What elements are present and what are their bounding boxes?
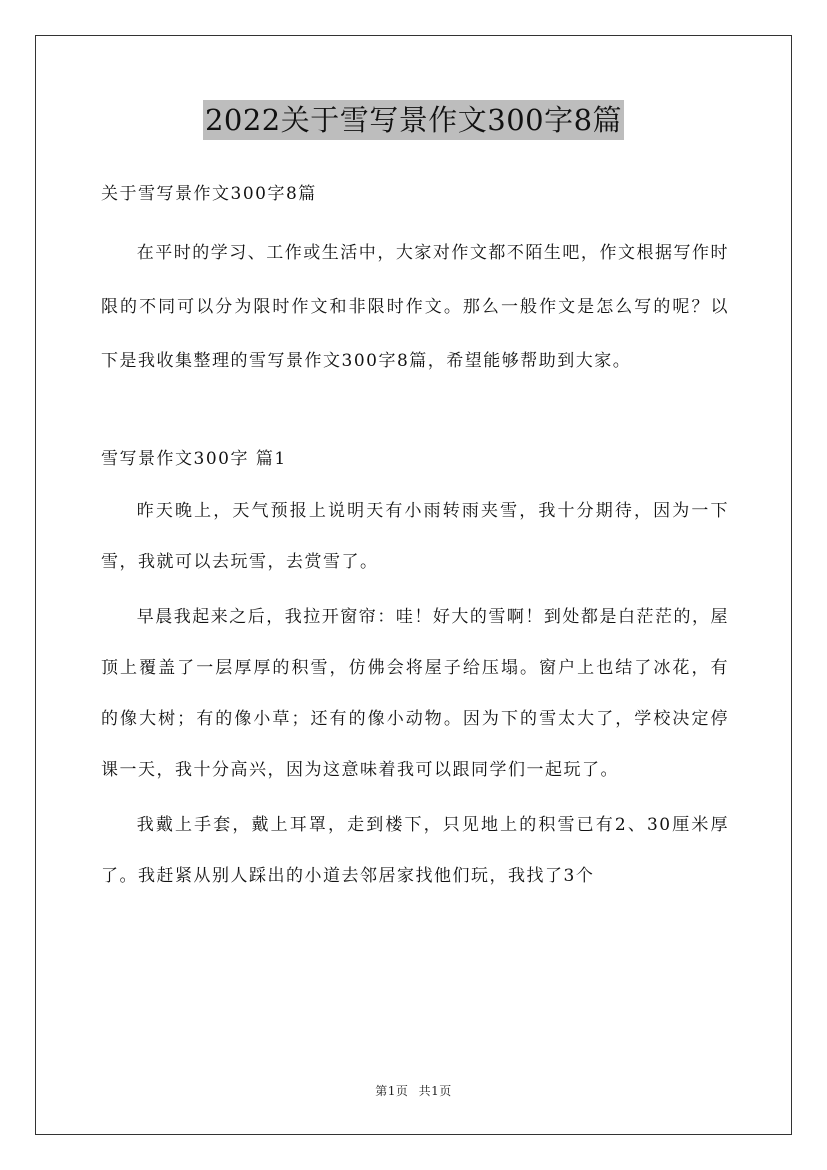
document-body [101, 172, 729, 902]
section-paragraph-1: 昨天晚上，天气预报上说明天有小雨转雨夹雪，我十分期待，因为一下雪，我就可以去玩雪，去赏雪了。 [101, 501, 729, 572]
section-paragraph-3: 我戴上手套，戴上耳罩，走到楼下，只见地上的积雪已有2、30厘米厚了。我赶紧从别人踩出的小道去邻居家找他们玩，我找了3个 [101, 815, 729, 886]
title-container [0, 100, 827, 140]
intro-paragraph: 在平时的学习、工作或生活中，大家对作文都不陌生吧，作文根据写作时限的不同可以分为限时作文和非限时作文。那么一般作文是怎么写的呢？以下是我收集整理的雪写景作文300字8篇，希望能够帮助到大家。 [101, 243, 729, 371]
document-title: 2022关于雪写景作文300字8篇 [203, 100, 624, 140]
page-number: 第1页 [375, 1084, 409, 1098]
section-heading: 雪写景作文300字 篇1 [101, 449, 287, 469]
page-footer [0, 1082, 827, 1099]
page-total: 共1页 [418, 1084, 452, 1098]
document-subtitle: 关于雪写景作文300字8篇 [101, 184, 317, 204]
section-paragraph-2: 早晨我起来之后，我拉开窗帘：哇！好大的雪啊！到处都是白茫茫的，屋顶上覆盖了一层厚厚的积雪，仿佛会将屋子给压塌。窗户上也结了冰花，有的像大树；有的像小草；还有的像小动物。因为下的雪太大了，学校决定停课一天，我十分高兴，因为这意味着我可以跟同学们一起玩了。 [101, 607, 729, 780]
